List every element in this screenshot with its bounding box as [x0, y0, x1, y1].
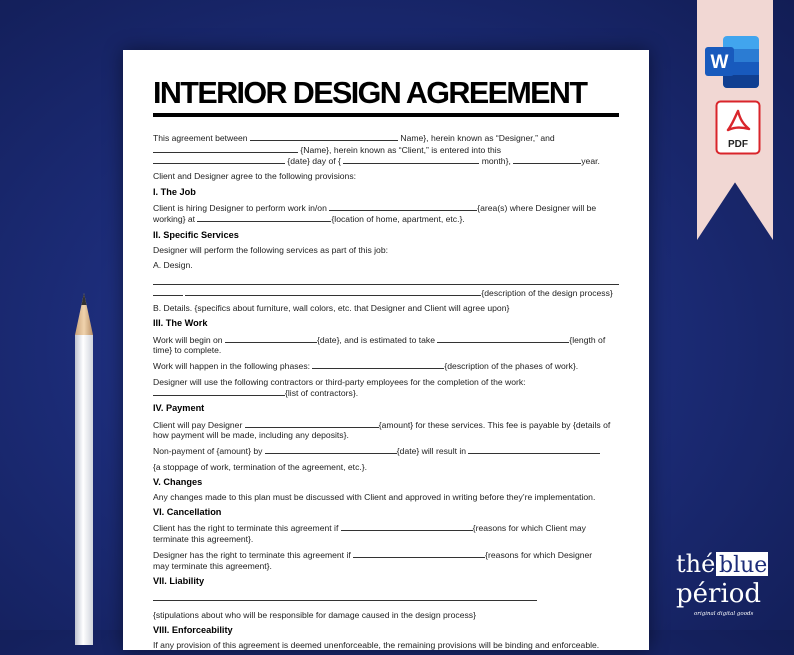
payment-paragraph: Client will pay Designer {amount} for these services. This fee is payable by {details of how payment will be made, including any deposits}. — [153, 419, 611, 441]
section-heading-cancellation: VI. Cancellation — [153, 507, 222, 518]
month-blank — [343, 155, 479, 164]
services-design-label: A. Design. — [153, 259, 193, 270]
section-heading-job: I. The Job — [153, 186, 196, 197]
svg-text:PDF: PDF — [728, 139, 748, 150]
work-start-paragraph: Work will begin on {date}, and is estimated to take {length of time} to complete. — [153, 334, 606, 356]
intro-paragraph: This agreement between Name}, herein known as “Designer,” and {Name}, herein known as “Client,” is entered into this {date} day of { month}, year. — [153, 133, 600, 167]
client-cancellation: Client has the right to terminate this agreement if {reasons for which Client may terminate this agreement}. — [153, 523, 586, 544]
brand-logo — [672, 542, 784, 622]
job-paragraph: Client is hiring Designer to perform work in/on {area(s) where Designer will be working} at {location of home, apartment, etc.}. — [153, 202, 597, 225]
year-blank — [513, 155, 581, 164]
word-icon — [703, 34, 761, 90]
section-heading-changes: V. Changes — [153, 476, 203, 487]
work-contractors-paragraph: Designer will use the following contractors or third-party employees for the completion of the work: {list of contractors}. — [153, 376, 526, 399]
section-heading-liability: VII. Liability — [153, 575, 205, 586]
changes-text: Any changes made to this plan must be discussed with Client and approved in writing before they’re implementation. — [153, 491, 596, 502]
date-blank — [153, 155, 285, 164]
liability-text: {stipulations about who will be responsible for damage caused in the design process} — [153, 609, 476, 620]
document-body — [153, 132, 619, 655]
svg-text:périod: périod — [676, 579, 762, 609]
client-name-blank — [153, 144, 298, 153]
enforceability-text: If any provision of this agreement is deemed unenforceable, the remaining provisions will be binding and enforceable. — [153, 640, 600, 651]
designer-cancellation: Designer has the right to terminate this agreement if {reasons for which Designer may terminate this agreement}. — [153, 550, 593, 571]
design-blank-line — [153, 275, 619, 285]
designer-name-blank — [250, 132, 398, 141]
section-heading-work: III. The Work — [153, 318, 208, 329]
svg-text:blue: blue — [719, 553, 768, 578]
pencil-image — [66, 285, 102, 645]
section-heading-services: II. Specific Services — [153, 229, 239, 240]
svg-text:original digital goods: original digital goods — [694, 611, 754, 617]
svg-text:thé: thé — [676, 550, 716, 578]
pdf-icon — [715, 100, 761, 155]
payment-consequence: {a stoppage of work, termination of the agreement, etc.}. — [153, 461, 368, 472]
provisions-text: Client and Designer agree to the following provisions: — [153, 171, 357, 182]
title-underline — [153, 113, 619, 117]
nonpayment-paragraph: Non-payment of {amount} by {date} will result in — [153, 445, 619, 457]
svg-text:W: W — [710, 52, 729, 73]
design-description: {description of the design process} — [153, 287, 619, 299]
liability-blank — [153, 591, 537, 601]
agreement-document — [123, 50, 649, 650]
services-details: B. Details. {specifics about furniture, wall colors, etc. that Designer and Client will agree upon} — [153, 303, 510, 314]
document-title: INTERIOR DESIGN AGREEMENT — [153, 76, 587, 110]
work-phases-paragraph: Work will happen in the following phases: {description of the phases of work}. — [153, 361, 579, 372]
services-intro: Designer will perform the following services as part of this job: — [153, 244, 388, 255]
section-heading-enforceability: VIII. Enforceability — [153, 624, 233, 635]
section-heading-payment: IV. Payment — [153, 403, 205, 414]
